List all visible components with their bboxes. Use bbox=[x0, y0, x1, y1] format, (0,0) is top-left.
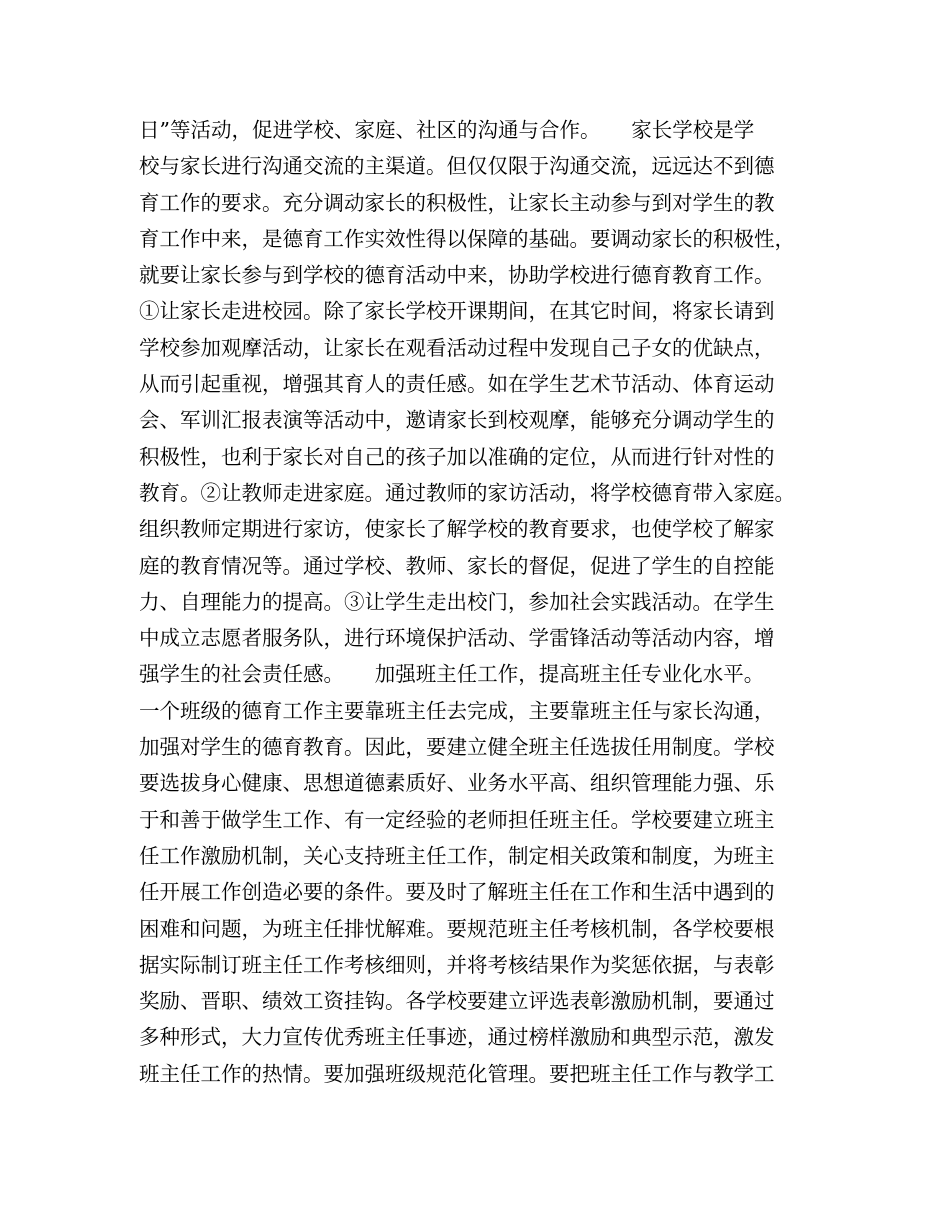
text-line: 多种形式，大力宣传优秀班主任事迹，通过榜样激励和典型示范，激发 bbox=[139, 1025, 775, 1050]
text-line: 困难和问题，为班主任排忧解难。要规范班主任考核机制，各学校要根 bbox=[139, 916, 775, 941]
text-line: 力、自理能力的提高。③让学生走出校门，参加社会实践活动。在学生 bbox=[139, 589, 775, 614]
text-line: 组织教师定期进行家访，使家长了解学校的教育要求，也使学校了解家 bbox=[139, 517, 775, 542]
body-text bbox=[139, 112, 829, 1092]
text-line: 积极性，也利于家长对自己的孩子加以准确的定位，从而进行针对性的 bbox=[139, 444, 775, 469]
text-line: 就要让家长参与到学校的德育活动中来，协助学校进行德育教育工作。 bbox=[139, 263, 775, 288]
text-line: 加强对学生的德育教育。因此，要建立健全班主任选拔任用制度。学校 bbox=[139, 735, 775, 760]
text-line: 班主任工作的热情。要加强班级规范化管理。要把班主任工作与教学工 bbox=[139, 1061, 775, 1086]
text-line: ①让家长走进校园。除了家长学校开课期间，在其它时间，将家长请到 bbox=[139, 299, 775, 324]
text-line: 育工作中来，是德育工作实效性得以保障的基础。要调动家长的积极性， bbox=[139, 226, 795, 251]
text-line: 于和善于做学生工作、有一定经验的老师担任班主任。学校要建立班主 bbox=[139, 807, 775, 832]
text-line: 日”等活动，促进学校、家庭、社区的沟通与合作。 家长学校是学 bbox=[139, 118, 755, 142]
text-line: 强学生的社会责任感。 加强班主任工作，提高班主任专业化水平。 bbox=[139, 662, 765, 687]
text-line: 据实际制订班主任工作考核细则，并将考核结果作为奖惩依据，与表彰 bbox=[139, 952, 775, 977]
text-line: 教育。②让教师走进家庭。通过教师的家访活动，将学校德育带入家庭。 bbox=[139, 480, 795, 505]
text-line: 任开展工作创造必要的条件。要及时了解班主任在工作和生活中遇到的 bbox=[139, 880, 775, 905]
text-line: 中成立志愿者服务队，进行环境保护活动、学雷锋活动等活动内容，增 bbox=[139, 626, 775, 651]
text-line: 奖励、晋职、绩效工资挂钩。各学校要建立评选表彰激励机制，要通过 bbox=[139, 989, 775, 1014]
text-line: 从而引起重视，增强其育人的责任感。如在学生艺术节活动、体育运动 bbox=[139, 372, 775, 397]
text-line: 庭的教育情况等。通过学校、教师、家长的督促，促进了学生的自控能 bbox=[139, 553, 775, 578]
text-line: 一个班级的德育工作主要靠班主任去完成，主要靠班主任与家长沟通， bbox=[139, 698, 775, 723]
text-line: 校与家长进行沟通交流的主渠道。但仅仅限于沟通交流，远远达不到德 bbox=[139, 154, 775, 179]
text-line: 要选拔身心健康、思想道德素质好、业务水平高、组织管理能力强、乐 bbox=[139, 771, 775, 796]
text-line: 学校参加观摩活动，让家长在观看活动过程中发现自己子女的优缺点， bbox=[139, 335, 775, 360]
text-line: 会、军训汇报表演等活动中，邀请家长到校观摩，能够充分调动学生的 bbox=[139, 408, 775, 433]
text-line: 育工作的要求。充分调动家长的积极性，让家长主动参与到对学生的教 bbox=[139, 190, 775, 215]
text-line: 任工作激励机制，关心支持班主任工作，制定相关政策和制度，为班主 bbox=[139, 843, 775, 868]
